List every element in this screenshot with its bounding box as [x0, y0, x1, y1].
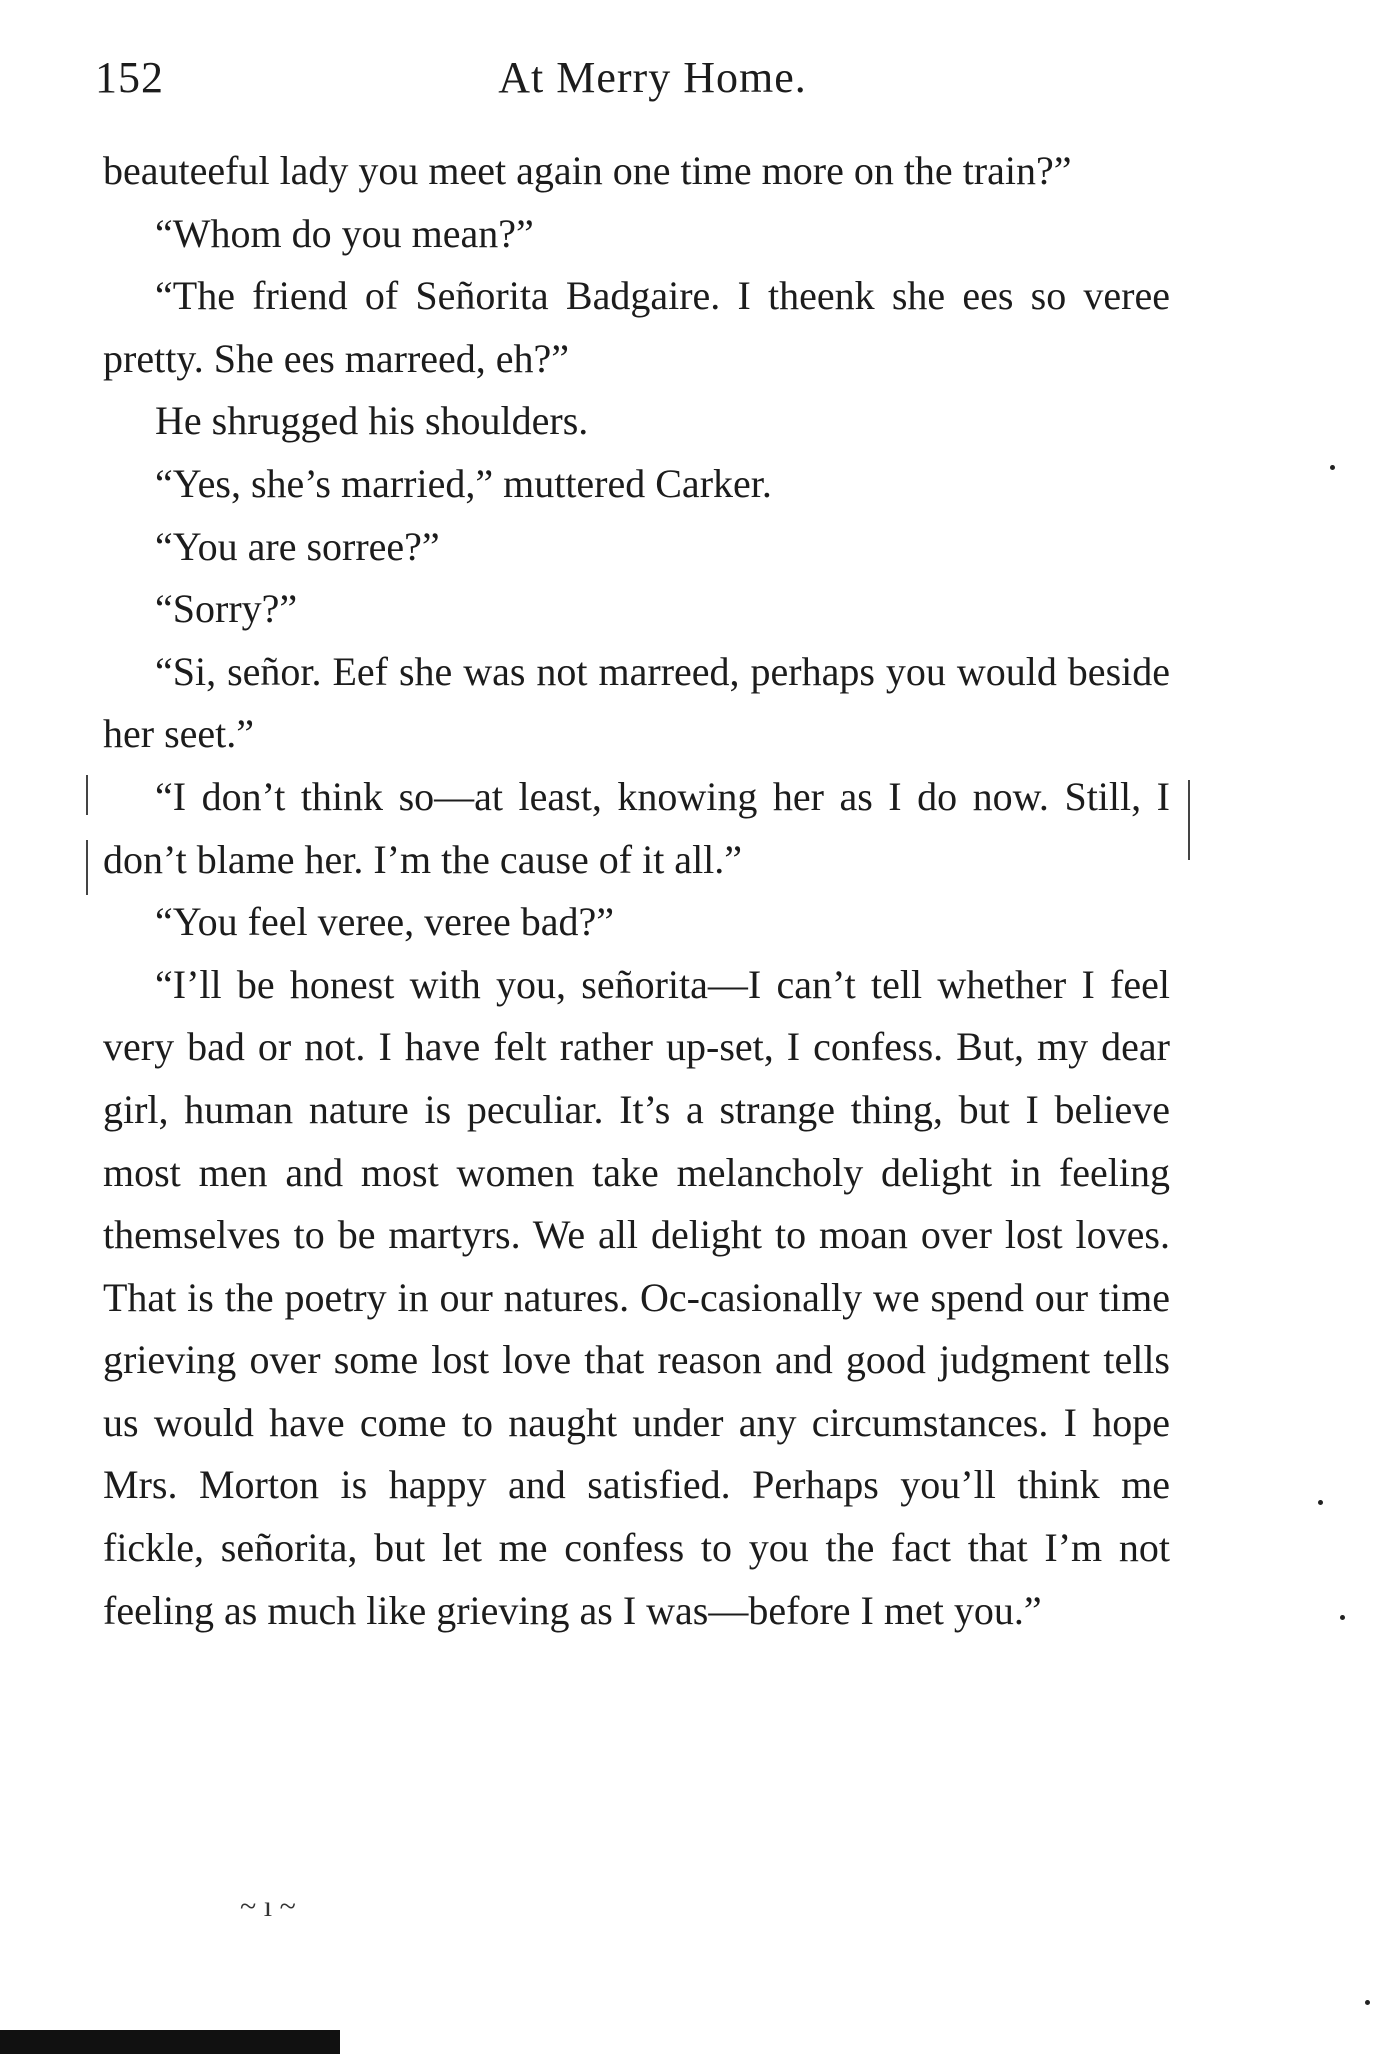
page-number: 152	[95, 53, 164, 102]
end-ornament: ~ ı ~	[240, 1890, 296, 1923]
paragraph: “You feel veree, veree bad?”	[155, 899, 615, 945]
scan-artifact-bar	[0, 2030, 340, 2054]
paragraph: “The friend of Señorita Badgaire. I theenk she ees so veree pretty. She ees marreed, eh?”	[103, 273, 1170, 381]
paragraph: “Yes, she’s married,” muttered Carker.	[155, 460, 772, 506]
paragraph: “I don’t think so—at least, knowing her as I do now. Still, I don’t blame her. I’m the cause of it all.”	[103, 773, 1170, 882]
margin-mark	[86, 840, 88, 895]
paragraph: “Si, señor. Eef she was not marreed, perhaps you would beside her seet.”	[103, 648, 1170, 757]
paragraph: “I’ll be honest with you, señorita—I can’t tell whether I feel very bad or not. I have felt rather up-set, I confess. But, my dear girl, human nature is peculiar. It’s a strange thing, but I believe most men and most women take melancholy delight in feeling themselves to be martyrs. We all delight to moan over lost loves. That is the poetry in our natures. Oc-casionally we spend our time grieving over some lost love that reason and good judgment tells us would have come to naught under any circumstances. I hope Mrs. Morton is happy and satisfied. Perhaps you’ll think me fickle, señorita, but let me confess to you the fact that I’m not feeling as much like grieving as I was—before I met you.”	[103, 961, 1170, 1633]
margin-mark	[1188, 780, 1190, 860]
scan-speck	[1318, 1500, 1323, 1505]
page-header	[95, 52, 1170, 112]
margin-mark	[86, 775, 88, 815]
paragraph: beauteeful lady you meet again one time more on the train?”	[103, 148, 1072, 193]
scan-speck	[1330, 465, 1335, 470]
body-text	[103, 140, 1170, 1642]
paragraph: He shrugged his shoulders.	[155, 398, 589, 444]
paragraph: “Whom do you mean?”	[155, 210, 534, 256]
running-title: At Merry Home.	[498, 53, 807, 102]
scan-speck	[1340, 1615, 1345, 1620]
paragraph: “Sorry?”	[155, 586, 298, 632]
paragraph: “You are sorree?”	[155, 523, 440, 569]
scan-speck	[1365, 2000, 1370, 2005]
